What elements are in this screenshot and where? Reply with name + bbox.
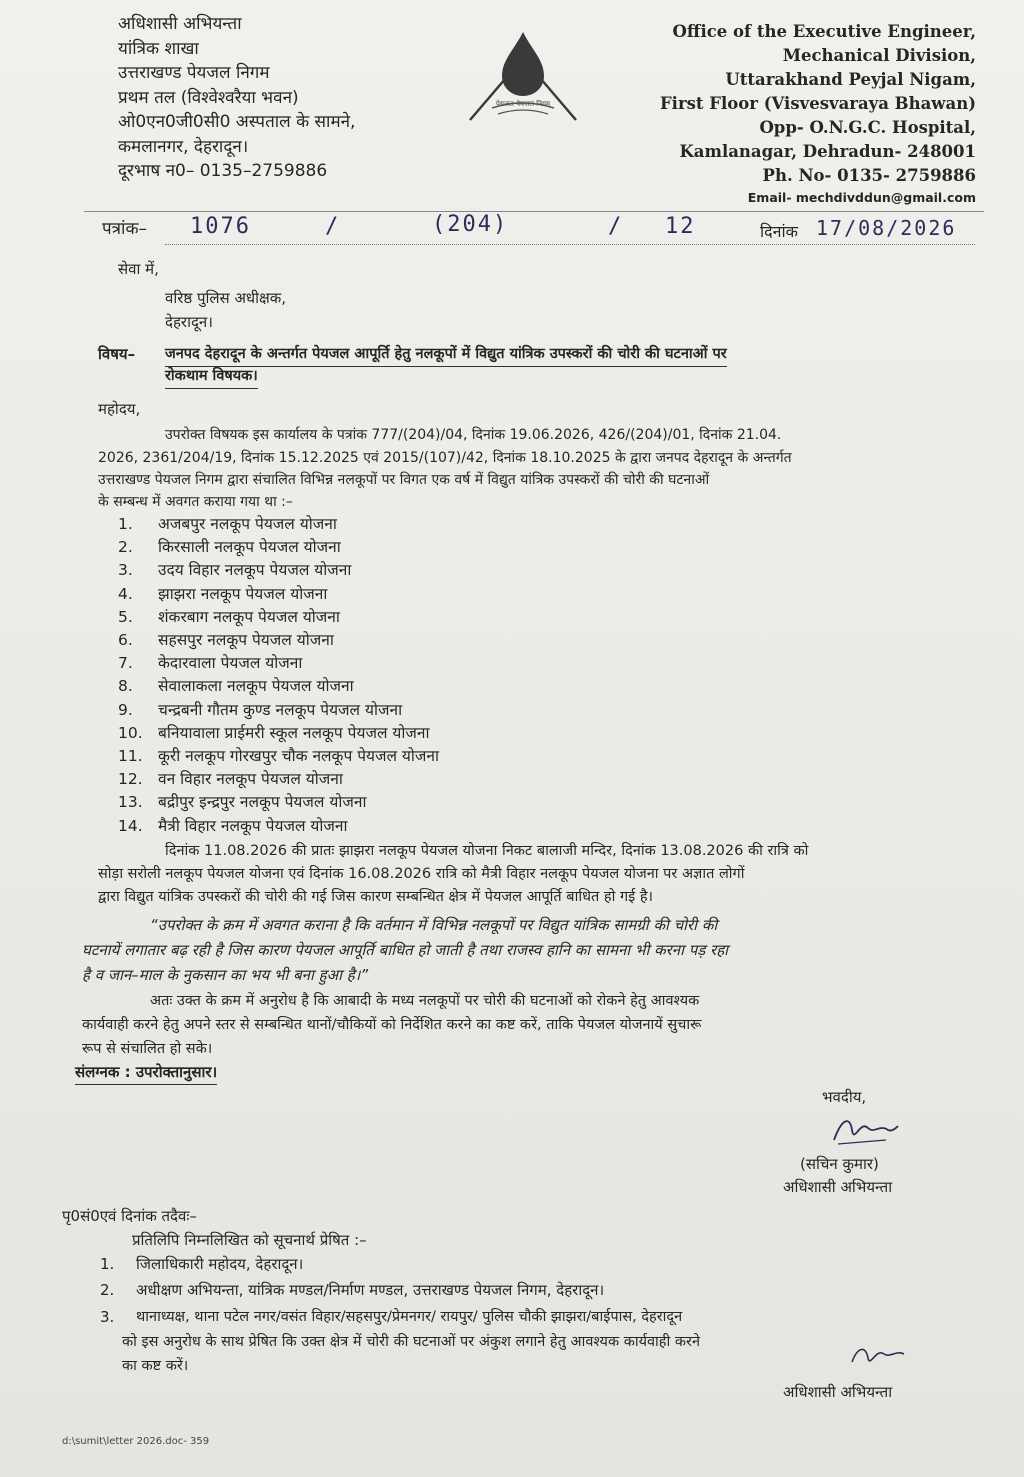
subject-line: जनपद देहरादून के अन्तर्गत पेयजल आपूर्ति हेतु नलकूपों में विद्युत यांत्रिक उपस्करों की चोरी की घटनाओं पर bbox=[165, 343, 727, 367]
signatory-name: (सचिन कुमार) bbox=[800, 1155, 879, 1173]
letterhead-line: Opp- O.N.G.C. Hospital, bbox=[759, 118, 976, 137]
reference-label: पत्रांक– bbox=[102, 219, 147, 239]
salutation: महोदय, bbox=[98, 400, 141, 418]
copy-number: 3. bbox=[100, 1308, 115, 1326]
scheme-number: 9. bbox=[118, 700, 133, 719]
subject-label: विषय– bbox=[98, 345, 136, 363]
copy-heading: पृ0सं0एवं दिनांक तदैवः– bbox=[62, 1207, 197, 1225]
hindi-letterhead bbox=[118, 12, 355, 184]
paragraph-line: उत्तराखण्ड पेयजल निगम द्वारा संचालित विभिन्न नलकूपों पर विगत एक वर्ष में विद्युत यांत्रिक उपस्करों की चोरी की घटनाओं bbox=[98, 472, 710, 488]
scheme-item bbox=[118, 651, 302, 673]
scheme-name: झाझरा नलकूप पेयजल योजना bbox=[158, 584, 328, 603]
paragraph-line: 2026, 2361/204/19, दिनांक 15.12.2025 एवं 2015/(107)/42, दिनांक 18.10.2025 के द्वारा जनपद देहरादून के अन्तर्गत bbox=[98, 450, 792, 466]
quote-line: है व जान–माल के नुकसान का भय भी बना हुआ है।” bbox=[82, 966, 369, 984]
scheme-name: वन विहार नलकूप पेयजल योजना bbox=[158, 770, 343, 789]
scheme-number: 13. bbox=[118, 793, 143, 812]
scheme-number: 7. bbox=[118, 654, 133, 673]
letterhead-line: प्रथम तल (विश्वेश्वरैया भवन) bbox=[118, 87, 299, 108]
scheme-name: मैत्री विहार नलकूप पेयजल योजना bbox=[158, 816, 348, 835]
scheme-number: 11. bbox=[118, 747, 143, 765]
paragraph-line: द्वारा विद्युत यांत्रिक उपस्करों की चोरी की गई जिस कारण सम्बन्धित क्षेत्र में पेयजल आपूर्ति बाधित हो गई है। bbox=[98, 889, 654, 905]
nigam-logo bbox=[462, 28, 584, 130]
copy-designation: अधिशासी अभियन्ता bbox=[783, 1383, 893, 1401]
letterhead-line: दूरभाष न0– 0135–2759886 bbox=[118, 161, 328, 181]
reference-number: 1076 bbox=[190, 214, 251, 239]
scheme-number: 5. bbox=[118, 607, 133, 626]
reference-separator: / bbox=[608, 214, 624, 239]
scheme-item bbox=[118, 558, 351, 580]
closing: भवदीय, bbox=[822, 1088, 867, 1106]
scheme-number: 4. bbox=[118, 584, 133, 603]
letterhead-line: अधिशासी अभियन्ता bbox=[118, 14, 242, 34]
scheme-item bbox=[118, 512, 337, 534]
copy-item: जिलाधिकारी महोदय, देहरादून। bbox=[136, 1255, 304, 1273]
reference-file: 12 bbox=[665, 214, 696, 239]
date-label: दिनांक bbox=[760, 222, 798, 241]
addressee-line: वरिष्ठ पुलिस अधीक्षक, bbox=[165, 289, 287, 307]
letterhead-line: कमलानगर, देहरादून। bbox=[118, 136, 249, 157]
reference-dotted-line bbox=[165, 244, 975, 245]
scheme-item bbox=[118, 674, 354, 696]
paragraph-line: दिनांक 11.08.2026 की प्रातः झाझरा नलकूप पेयजल योजना निकट बालाजी मन्दिर, दिनांक 13.08.2026 की रात्रि को bbox=[165, 843, 809, 859]
letterhead-line: Mechanical Division, bbox=[782, 46, 976, 65]
scheme-name: चन्द्रबनी गौतम कुण्ड नलकूप पेयजल योजना bbox=[158, 700, 403, 719]
scheme-name: अजबपुर नलकूप पेयजल योजना bbox=[158, 515, 337, 533]
scheme-item bbox=[118, 790, 366, 812]
quote-line: “उपरोक्त के क्रम में अवगत कराना है कि वर्तमान में विभिन्न नलकूपों पर विद्युत यांत्रिक सामग्री की चोरी की bbox=[150, 916, 718, 934]
enclosure-note: संलग्नक : उपरोक्तानुसार। bbox=[75, 1061, 217, 1085]
scheme-item bbox=[118, 605, 340, 627]
scheme-name: शंकरबाग नलकूप पेयजल योजना bbox=[158, 607, 340, 626]
quote-line: घटनायें लगातार बढ़ रही है जिस कारण पेयजल आपूर्ति बाधित हो जाती है तथा राजस्व हानि का सामना भी करना पड़ रहा bbox=[82, 941, 729, 959]
addressee-line: सेवा में, bbox=[118, 260, 159, 278]
subject-line: रोकथाम विषयक। bbox=[165, 365, 258, 389]
paragraph-line: के सम्बन्ध में अवगत कराया गया था :– bbox=[98, 494, 293, 510]
copy-intro: प्रतिलिपि निम्नलिखित को सूचनार्थ प्रेषित :– bbox=[132, 1231, 367, 1249]
paragraph-line: सोड़ा सरोली नलकूप पेयजल योजना एवं दिनांक 16.08.2026 रात्रि को मैत्री विहार नलकूप पेयजल योजना पर अज्ञात लोगों bbox=[98, 866, 745, 882]
scheme-number: 8. bbox=[118, 677, 133, 696]
scheme-item bbox=[118, 698, 402, 720]
scheme-item bbox=[118, 628, 334, 650]
scheme-name: किरसाली नलकूप पेयजल योजना bbox=[158, 538, 341, 557]
letterhead-line: Ph. No- 0135- 2759886 bbox=[762, 166, 976, 185]
scheme-name: कूरी नलकूप गोरखपुर चौक नलकूप पेयजल योजना bbox=[158, 747, 440, 765]
logo-text: पेयजल पेयजल निगम bbox=[495, 100, 551, 108]
letter-date: 17/08/2026 bbox=[816, 216, 957, 240]
letterhead-line: Kamlanagar, Dehradun- 248001 bbox=[679, 142, 976, 161]
scheme-number: 14. bbox=[118, 816, 143, 835]
initial-mark bbox=[848, 1340, 908, 1374]
scheme-name: केदारवाला पेयजल योजना bbox=[158, 654, 303, 673]
scheme-item bbox=[118, 582, 327, 604]
file-path-footer: d:\sumit\letter 2026.doc- 359 bbox=[62, 1436, 210, 1447]
scheme-name: बनियावाला प्राईमरी स्कूल नलकूप पेयजल योजना bbox=[158, 723, 430, 742]
paragraph-line: कार्यवाही करने हेतु अपने स्तर से सम्बन्धित थानों/चौकियों को निर्देशित करने का कष्ट करें, ताकि पेयजल योजनायें सुचारू bbox=[82, 1017, 702, 1033]
scheme-name: बद्रीपुर इन्द्रपुर नलकूप पेयजल योजना bbox=[158, 793, 367, 812]
scheme-name: सेवालाकला नलकूप पेयजल योजना bbox=[158, 677, 354, 696]
scheme-number: 3. bbox=[118, 561, 133, 580]
addressee-line: देहरादून। bbox=[165, 313, 213, 331]
copy-number: 1. bbox=[100, 1255, 115, 1273]
scheme-item bbox=[118, 721, 430, 743]
scheme-name: उदय विहार नलकूप पेयजल योजना bbox=[158, 561, 352, 580]
reference-separator: / bbox=[325, 214, 341, 239]
copy-item-continued: का कष्ट करें। bbox=[122, 1358, 189, 1374]
signatory-designation: अधिशासी अभियन्ता bbox=[783, 1178, 893, 1196]
letterhead-line: Office of the Executive Engineer, bbox=[672, 22, 976, 41]
scheme-item bbox=[118, 814, 348, 836]
scheme-number: 1. bbox=[118, 515, 133, 533]
scheme-item bbox=[118, 744, 439, 766]
scheme-name: सहसपुर नलकूप पेयजल योजना bbox=[158, 631, 334, 649]
copy-item-continued: को इस अनुरोध के साथ प्रेषित कि उक्त क्षेत्र में चोरी की घटनाओं पर अंकुश लगाने हेतु आवश्यक कार्यवाही करने bbox=[122, 1334, 700, 1350]
scheme-number: 6. bbox=[118, 631, 133, 649]
english-letterhead bbox=[660, 20, 976, 208]
scheme-number: 10. bbox=[118, 723, 143, 742]
scheme-item bbox=[118, 535, 341, 557]
copy-item: अधीक्षण अभियन्ता, यांत्रिक मण्डल/निर्माण मण्डल, उत्तराखण्ड पेयजल निगम, देहरादून। bbox=[136, 1281, 605, 1299]
paragraph-line: रूप से संचालित हो सके। bbox=[82, 1041, 213, 1057]
header-divider bbox=[84, 211, 984, 212]
email-line: Email- mechdivddun@gmail.com bbox=[747, 190, 976, 205]
letterhead-line: ओ0एन0जी0सी0 अस्पताल के सामने, bbox=[118, 112, 356, 132]
copy-number: 2. bbox=[100, 1281, 115, 1299]
signature-mark bbox=[828, 1110, 900, 1154]
scheme-number: 12. bbox=[118, 770, 143, 789]
scheme-number: 2. bbox=[118, 538, 133, 557]
reference-section: (204) bbox=[432, 212, 509, 237]
letterhead-line: यांत्रिक शाखा bbox=[118, 38, 199, 59]
letterhead-line: First Floor (Visvesvaraya Bhawan) bbox=[659, 94, 976, 113]
scheme-item bbox=[118, 767, 343, 789]
paragraph-line: उपरोक्त विषयक इस कार्यालय के पत्रांक 777/(204)/04, दिनांक 19.06.2026, 426/(204)/01, दिनांक 21.04. bbox=[165, 427, 782, 443]
paragraph-line: अतः उक्त के क्रम में अनुरोध है कि आबादी के मध्य नलकूपों पर चोरी की घटनाओं को रोकने हेतु आवश्यक bbox=[150, 993, 700, 1009]
copy-item: थानाध्यक्ष, थाना पटेल नगर/वसंत विहार/सहसपुर/प्रेमनगर/ रायपुर/ पुलिस चौकी झाझरा/बाईपास, देहरादून bbox=[136, 1309, 683, 1325]
letterhead-line: Uttarakhand Peyjal Nigam, bbox=[725, 70, 976, 89]
letterhead-line: उत्तराखण्ड पेयजल निगम bbox=[118, 63, 270, 83]
